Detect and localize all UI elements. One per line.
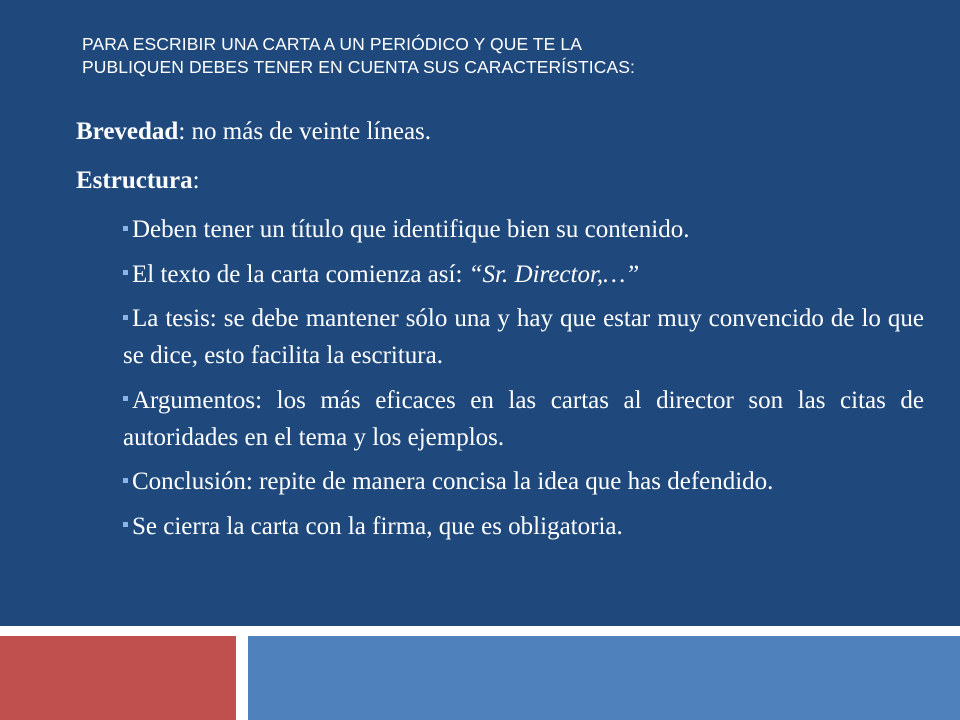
bullet-quote: “Sr. Director,…”	[468, 260, 640, 288]
bullet-text: La tesis: se debe mantener sólo una y hay que estar muy convencido de lo que se dice, esto facilita la escritura.	[123, 305, 924, 369]
brevedad-item	[76, 113, 924, 150]
slide-content	[76, 113, 924, 552]
estructura-term: Estructura	[76, 167, 193, 194]
bullet-item	[123, 382, 924, 456]
title-line-1: PARA ESCRIBIR UNA CARTA A UN PERIÓDICO Y QUE TE LA	[82, 34, 583, 54]
brevedad-text: : no más de veinte líneas.	[178, 118, 432, 145]
bullet-marker-icon	[123, 478, 128, 483]
estructura-colon: :	[192, 167, 200, 194]
slide-title	[82, 33, 902, 79]
footer-accent-blue	[248, 636, 960, 720]
bullet-marker-icon	[123, 270, 128, 275]
bullet-text: Conclusión: repite de manera concisa la idea que has defendido.	[132, 468, 774, 495]
bullet-text: Deben tener un título que identifique bien su contenido.	[132, 216, 690, 243]
bullet-item	[123, 211, 924, 248]
estructura-bullets	[123, 211, 924, 545]
estructura-item	[76, 162, 924, 199]
bullet-marker-icon	[123, 315, 128, 320]
bullet-marker-icon	[123, 396, 128, 401]
brevedad-term: Brevedad	[76, 118, 179, 145]
bullet-item	[123, 508, 924, 545]
bullet-text: Se cierra la carta con la firma, que es obligatoria.	[132, 512, 623, 540]
bullet-marker-icon	[123, 226, 128, 231]
footer-accent-red	[0, 636, 236, 720]
bullet-item	[123, 256, 924, 293]
title-line-2: PUBLIQUEN DEBES TENER EN CUENTA SUS CARACTERÍSTICAS:	[82, 57, 635, 77]
bullet-marker-icon	[123, 522, 128, 527]
bullet-item	[123, 463, 924, 500]
bullet-text: Argumentos: los más eficaces en las cartas al director son las citas de autoridades en el tema y los ejemplos.	[123, 386, 924, 451]
bullet-item	[123, 300, 924, 374]
bullet-text: El texto de la carta comienza así:	[132, 260, 469, 288]
